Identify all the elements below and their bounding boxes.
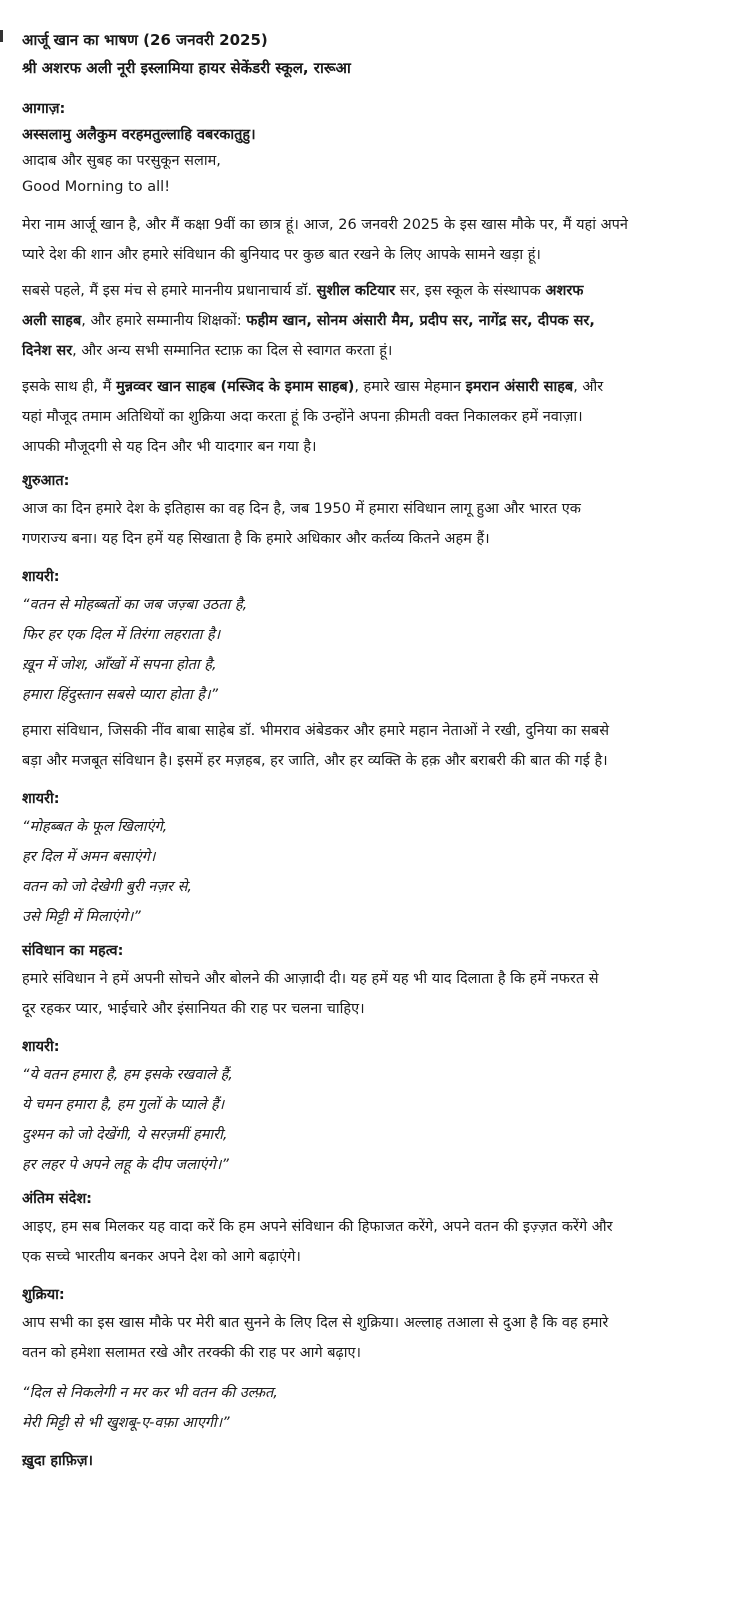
poem-line: हर लहर पे अपने लहू के दीप जलाएंगे।” bbox=[22, 1157, 229, 1173]
teacher-names: फहीम खान, सोनम अंसारी मैम, प्रदीप सर, नागेंद्र सर, दीपक सर, bbox=[246, 313, 595, 329]
intro-paragraph bbox=[22, 210, 722, 270]
opening-heading: आगाज़: bbox=[22, 101, 66, 117]
welcome-line bbox=[22, 276, 722, 306]
poem-heading: शायरी: bbox=[22, 569, 60, 585]
poem-line: फिर हर एक दिल में तिरंगा लहराता है। bbox=[22, 627, 221, 643]
poem-heading: शायरी: bbox=[22, 791, 60, 807]
welcome-line bbox=[22, 306, 722, 336]
imam-name: मुन्नव्वर खान साहब (मस्जिद के इमाम साहब) bbox=[116, 379, 355, 395]
poem-line: उसे मिट्टी में मिलाएंगे।” bbox=[22, 909, 141, 925]
guests-line: आपकी मौजूदगी से यह दिन और भी यादगार बन गया है। bbox=[22, 439, 317, 455]
guests-text: , हमारे खास मेहमान bbox=[354, 379, 466, 395]
welcome-text: , और अन्य सभी सम्मानित स्टाफ़ का दिल से स्वागत करता हूं। bbox=[72, 343, 393, 359]
poem-line: ये चमन हमारा है, हम गुलों के प्याले हैं। bbox=[22, 1097, 225, 1113]
thanks-line: आप सभी का इस खास मौके पर मेरी बात सुनने के लिए दिल से शुक्रिया। अल्लाह तआला से दुआ है कि वह हमारे bbox=[22, 1315, 609, 1331]
poem-line: दुश्मन को जो देखेंगी, ये सरज़मीं हमारी, bbox=[22, 1127, 228, 1143]
intro-line: प्यारे देश की शान और हमारे संविधान की बुनियाद पर कुछ बात रखने के लिए आपके सामने खड़ा हूं। bbox=[22, 247, 541, 263]
welcome-text: सर, इस स्कूल के संस्थापक bbox=[395, 283, 546, 299]
school-name: श्री अशरफ अली नूरी इस्लामिया हायर सेकेंडरी स्कूल, रारूआ bbox=[22, 59, 351, 77]
opening-adab: आदाब और सुबह का परसुकून सलाम, bbox=[22, 153, 221, 169]
poem-line: “वतन से मोहब्बतों का जब जज़्बा उठता है, bbox=[22, 597, 248, 613]
poem-heading: शायरी: bbox=[22, 1039, 60, 1055]
farewell: ख़ुदा हाफ़िज़। bbox=[22, 1453, 94, 1469]
poem-line: ख़ून में जोश, आँखों में सपना होता है, bbox=[22, 657, 217, 673]
closing-couplet-line: “दिल से निकलेगी न मर कर भी वतन की उल्फ़त, bbox=[22, 1385, 278, 1401]
founder-name: अली साहब bbox=[22, 313, 82, 329]
beginning-line: गणराज्य बना। यह दिन हमें यह सिखाता है कि हमारे अधिकार और कर्तव्य कितने अहम हैं। bbox=[22, 531, 490, 547]
final-message-line: एक सच्चे भारतीय बनकर अपने देश को आगे बढ़ाएंगे। bbox=[22, 1249, 301, 1265]
opening-english: Good Morning to all! bbox=[22, 179, 171, 195]
poem-line: हमारा हिंदुस्तान सबसे प्यारा होता है।” bbox=[22, 687, 219, 703]
poem-line: “ये वतन हमारा है, हम इसके रखवाले हैं, bbox=[22, 1067, 233, 1083]
importance-heading: संविधान का महत्व: bbox=[22, 943, 124, 959]
final-message-line: आइए, हम सब मिलकर यह वादा करें कि हम अपने संविधान की हिफाजत करेंगे, अपने वतन की इज़्ज़त करेंगे और bbox=[22, 1219, 613, 1235]
importance-line: दूर रहकर प्यार, भाईचारे और इंसानियत की राह पर चलना चाहिए। bbox=[22, 1001, 365, 1017]
poem-line: वतन को जो देखेगी बुरी नज़र से, bbox=[22, 879, 193, 895]
beginning-heading: शुरुआत: bbox=[22, 473, 70, 489]
intro-line: मेरा नाम आर्जू खान है, और मैं कक्षा 9वीं का छात्र हूं। आज, 26 जनवरी 2025 के इस खास मौके पर, मैं यहां अपने bbox=[22, 217, 628, 233]
speech-content bbox=[22, 26, 722, 1474]
constitution-line: बड़ा और मजबूत संविधान है। इसमें हर मज़हब, हर जाति, और हर व्यक्ति के हक़ और बराबरी की बात की गई है। bbox=[22, 753, 608, 769]
guests-text: , और bbox=[573, 379, 604, 395]
poem-line: “मोहब्बत के फूल खिलाएंगे, bbox=[22, 819, 168, 835]
guests-line bbox=[22, 372, 722, 402]
guest-name: इमरान अंसारी साहब bbox=[465, 379, 574, 395]
principal-name: सुशील कटियार bbox=[316, 283, 396, 299]
speech-title: आर्जू खान का भाषण (26 जनवरी 2025) bbox=[22, 31, 268, 49]
welcome-text: , और हमारे सम्मानीय शिक्षकों: bbox=[81, 313, 247, 329]
closing-couplet-line: मेरी मिट्टी से भी खुशबू-ए-वफ़ा आएगी।” bbox=[22, 1415, 230, 1431]
guests-line: यहां मौजूद तमाम अतिथियों का शुक्रिया अदा करता हूं कि उन्होंने अपना क़ीमती वक्त निकालकर हमें नवाज़ा। bbox=[22, 409, 583, 425]
page-edge-mark bbox=[0, 30, 3, 42]
opening-greeting: अस्सलामु अलैकुम वरहमतुल्लाहि वबरकातुहु। bbox=[22, 127, 256, 143]
welcome-line bbox=[22, 336, 722, 366]
founder-name: अशरफ bbox=[545, 283, 584, 299]
thanks-heading: शुक्रिया: bbox=[22, 1287, 65, 1303]
guests-text: इसके साथ ही, मैं bbox=[22, 379, 117, 395]
constitution-line: हमारा संविधान, जिसकी नींव बाबा साहेब डॉ. भीमराव अंबेडकर और हमारे महान नेताओं ने रखी, दुनिया का सबसे bbox=[22, 723, 609, 739]
final-message-heading: अंतिम संदेश: bbox=[22, 1191, 92, 1207]
welcome-paragraph bbox=[22, 276, 722, 366]
teacher-names: दिनेश सर bbox=[22, 343, 73, 359]
guests-paragraph bbox=[22, 372, 722, 462]
welcome-text: सबसे पहले, मैं इस मंच से हमारे माननीय प्रधानाचार्य डॉ. bbox=[22, 283, 317, 299]
poem-line: हर दिल में अमन बसाएंगे। bbox=[22, 849, 156, 865]
beginning-line: आज का दिन हमारे देश के इतिहास का वह दिन है, जब 1950 में हमारा संविधान लागू हुआ और भारत एक bbox=[22, 501, 581, 517]
thanks-line: वतन को हमेशा सलामत रखे और तरक्की की राह पर आगे बढ़ाए। bbox=[22, 1345, 361, 1361]
importance-line: हमारे संविधान ने हमें अपनी सोचने और बोलने की आज़ादी दी। यह हमें यह भी याद दिलाता है कि हमें नफरत से bbox=[22, 971, 599, 987]
